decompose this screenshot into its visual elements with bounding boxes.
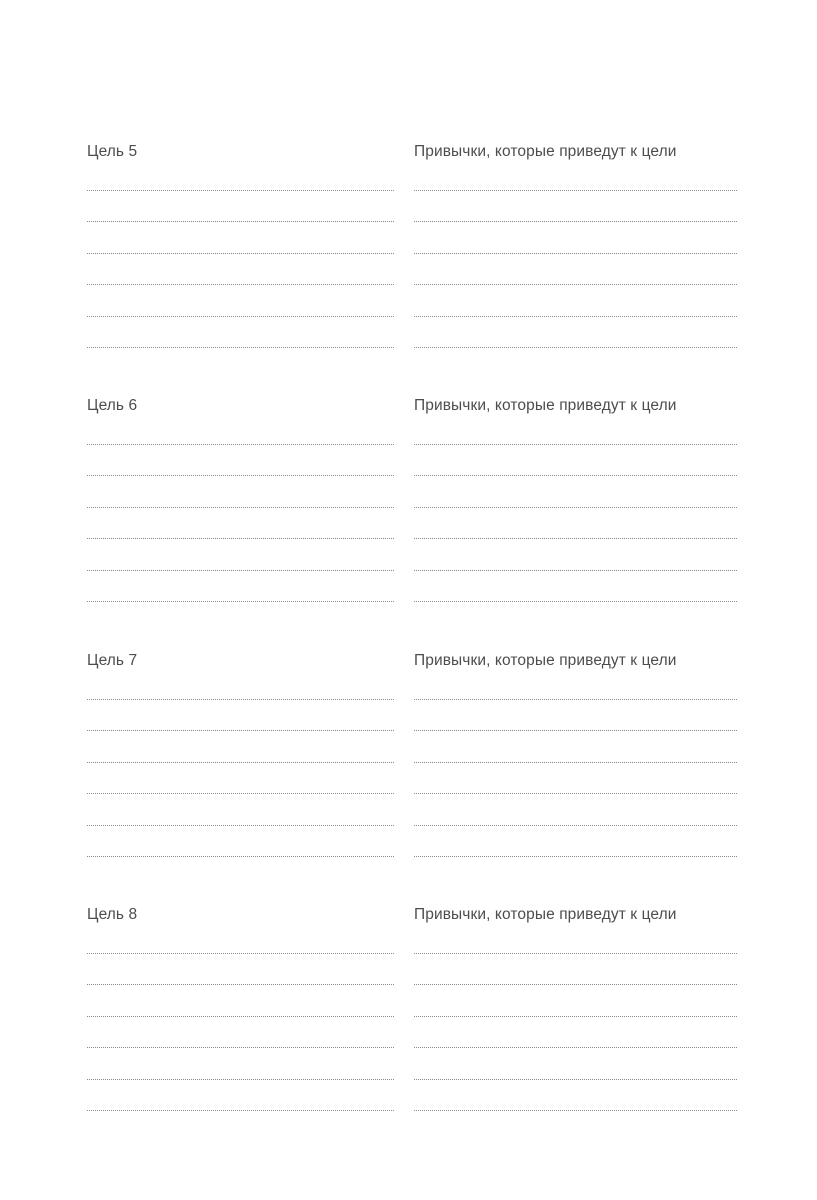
dotted-writing-line	[414, 601, 737, 602]
dotted-writing-line	[414, 762, 737, 763]
goal-label: Цель 8	[87, 906, 138, 923]
dotted-writing-line	[87, 538, 394, 539]
dotted-writing-line	[414, 793, 737, 794]
dotted-writing-line	[87, 762, 394, 763]
goal-section-7	[87, 651, 737, 866]
dotted-writing-line	[87, 221, 394, 222]
goal-section-8	[87, 905, 737, 1120]
dotted-writing-line	[87, 825, 394, 826]
dotted-writing-line	[414, 316, 737, 317]
dotted-writing-line	[87, 1016, 394, 1017]
dotted-writing-line	[414, 984, 737, 985]
dotted-writing-line	[87, 699, 394, 700]
dotted-writing-line	[414, 507, 737, 508]
goal-column	[87, 142, 394, 162]
dotted-writing-line	[87, 856, 394, 857]
dotted-writing-line	[414, 953, 737, 954]
habits-column	[414, 905, 737, 925]
habits-label: Привычки, которые приведут к цели	[414, 652, 677, 669]
dotted-writing-line	[414, 444, 737, 445]
goal-section-5	[87, 142, 737, 357]
dotted-writing-line	[87, 1079, 394, 1080]
dotted-writing-line	[87, 444, 394, 445]
dotted-writing-line	[87, 1047, 394, 1048]
dotted-writing-line	[87, 601, 394, 602]
dotted-writing-line	[414, 190, 737, 191]
dotted-writing-line	[87, 190, 394, 191]
dotted-writing-line	[414, 1079, 737, 1080]
dotted-writing-line	[414, 538, 737, 539]
dotted-writing-line	[87, 1110, 394, 1111]
dotted-writing-line	[414, 1110, 737, 1111]
habits-label: Привычки, которые приведут к цели	[414, 906, 677, 923]
dotted-writing-line	[414, 347, 737, 348]
dotted-writing-line	[414, 221, 737, 222]
habits-column	[414, 651, 737, 671]
dotted-writing-line	[87, 475, 394, 476]
dotted-writing-line	[414, 730, 737, 731]
goal-label: Цель 6	[87, 397, 138, 414]
habits-column	[414, 142, 737, 162]
dotted-writing-line	[87, 730, 394, 731]
dotted-writing-line	[414, 825, 737, 826]
dotted-writing-line	[414, 856, 737, 857]
dotted-writing-line	[414, 1016, 737, 1017]
habits-label: Привычки, которые приведут к цели	[414, 143, 677, 160]
dotted-writing-line	[87, 570, 394, 571]
dotted-writing-line	[87, 984, 394, 985]
dotted-writing-line	[87, 347, 394, 348]
dotted-writing-line	[414, 1047, 737, 1048]
dotted-writing-line	[414, 699, 737, 700]
dotted-writing-line	[414, 253, 737, 254]
dotted-writing-line	[87, 953, 394, 954]
goal-label: Цель 7	[87, 652, 138, 669]
dotted-writing-line	[414, 570, 737, 571]
dotted-writing-line	[87, 316, 394, 317]
habits-column	[414, 396, 737, 416]
dotted-writing-line	[87, 253, 394, 254]
dotted-writing-line	[87, 793, 394, 794]
goal-column	[87, 905, 394, 925]
dotted-writing-line	[414, 284, 737, 285]
dotted-writing-line	[87, 284, 394, 285]
goal-column	[87, 396, 394, 416]
dotted-writing-line	[414, 475, 737, 476]
habits-label: Привычки, которые приведут к цели	[414, 397, 677, 414]
goal-column	[87, 651, 394, 671]
dotted-writing-line	[87, 507, 394, 508]
goal-label: Цель 5	[87, 143, 138, 160]
goal-section-6	[87, 396, 737, 611]
